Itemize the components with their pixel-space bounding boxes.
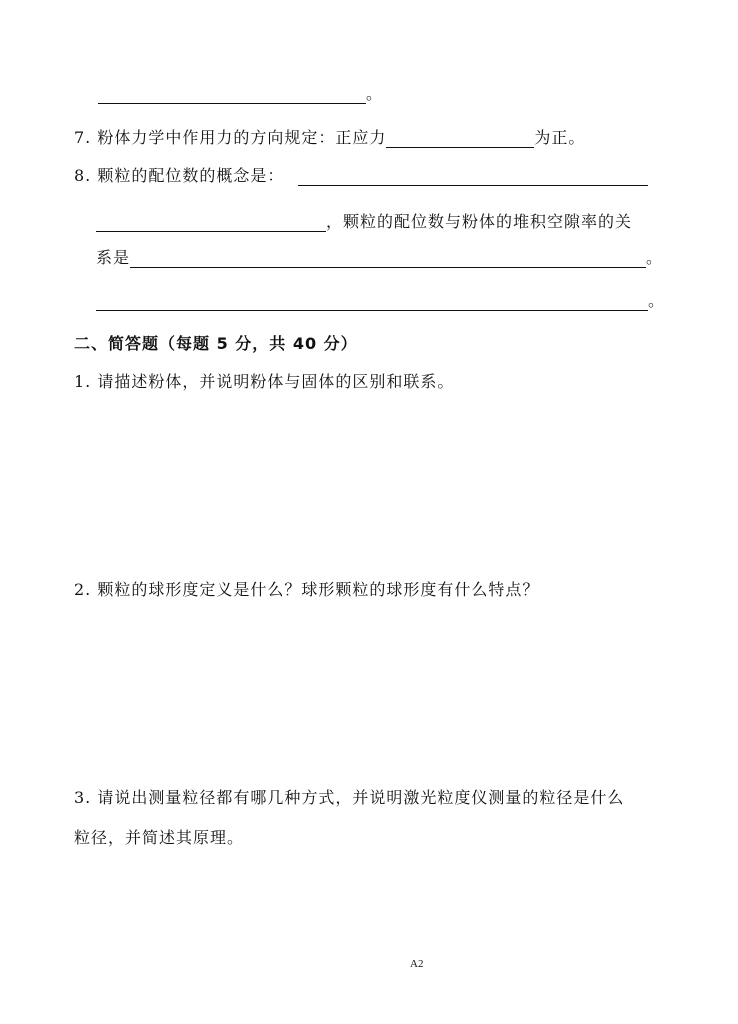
- short-answer-question-3-line-2: 粒径，并简述其原理。: [74, 828, 245, 847]
- question-7: [74, 128, 585, 148]
- answer-blank[interactable]: [298, 169, 648, 186]
- question-7-suffix: 为正。: [534, 128, 586, 147]
- question-8-line-4: [96, 291, 665, 311]
- page-number: A2: [410, 958, 424, 970]
- answer-blank[interactable]: [386, 131, 534, 148]
- period: 。: [648, 291, 666, 310]
- question-8-text: 8. 颗粒的配位数的概念是：: [74, 166, 285, 185]
- question-8: [74, 166, 648, 186]
- answer-blank[interactable]: [96, 215, 326, 232]
- continuation-line: [98, 84, 383, 104]
- period: 。: [366, 84, 384, 103]
- question-7-text: 7. 粉体力学中作用力的方向规定：正应力: [74, 128, 387, 147]
- answer-blank[interactable]: [98, 87, 366, 104]
- section-heading: 二、简答题（每题 5 分，共 40 分）: [74, 334, 358, 353]
- short-answer-question-2: 2. 颗粒的球形度定义是什么？球形颗粒的球形度有什么特点？: [74, 580, 540, 599]
- question-8-line-3: [96, 248, 663, 268]
- question-8-line-2: [96, 212, 632, 232]
- short-answer-question-3: 3. 请说出测量粒径都有哪几种方式，并说明激光粒度仪测量的粒径是什么: [74, 788, 625, 807]
- question-8-text-2: ，颗粒的配位数与粉体的堆积空隙率的关: [326, 212, 633, 231]
- short-answer-question-1: 1. 请描述粉体，并说明粉体与固体的区别和联系。: [74, 372, 455, 391]
- answer-blank[interactable]: [130, 251, 646, 268]
- answer-blank[interactable]: [96, 294, 648, 311]
- period: 。: [646, 248, 664, 267]
- question-8-text-3: 系是: [96, 248, 131, 267]
